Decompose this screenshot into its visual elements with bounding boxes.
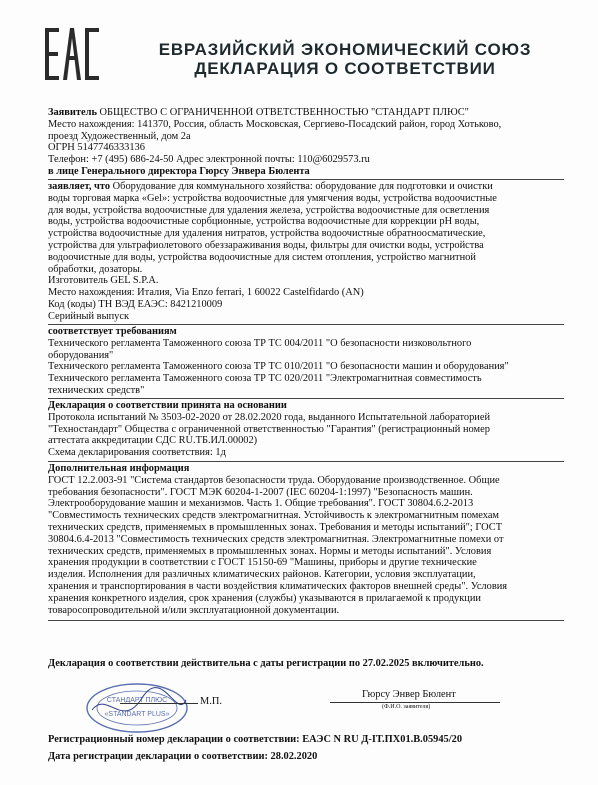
- requirement-line: оборудования": [48, 349, 114, 361]
- divider: [48, 179, 564, 180]
- additional-section: [48, 463, 564, 616]
- signature-line: [120, 703, 198, 704]
- basis-label: Декларация о соответствии принята на основании: [48, 400, 287, 411]
- requirement-line: Технического регламента Таможенного союза ТР ТС 020/2011 "Электромагнитная совместимость: [48, 373, 482, 385]
- basis-line: Протокола испытаний № 3503-02-2020 от 28.02.2020 года, выданного Испытательной лабораторией: [48, 411, 491, 423]
- additional-line: требования безопасности". ГОСТ МЭК 60204-1-2007 (IEC 60204-1:1997) "Безопасность машин.: [48, 486, 473, 498]
- additional-line: товаросопроводительной и/или эксплуатационной документации.: [48, 604, 340, 616]
- additional-line: технических средств, применяемых в промышленных зонах. Требования и методы испытаний"; ГОСТ: [48, 521, 503, 533]
- signer-caption: (Ф.И.О. заявителя): [382, 704, 431, 710]
- declaration-scheme: Схема декларирования соответствия: 1д: [48, 447, 226, 459]
- applicant-director: в лице Генерального директора Гюрсу Энвера Бюлента: [48, 165, 310, 177]
- name-line: [330, 702, 500, 703]
- declares-line-0: Оборудование для коммунального хозяйства: оборудование для подготовки и очистки: [110, 181, 493, 192]
- declares-line: устройства водоочистные для удаления нитратов, устройства водоочистные обратноосматические,: [48, 228, 486, 240]
- basis-line: аттестата аккредитации СДС RU.ТБ.ИЛ.00002): [48, 435, 258, 447]
- tn-ved-code: Код (коды) ТН ВЭД ЕАЭС: 8421210009: [48, 298, 223, 310]
- additional-line: ГОСТ 12.2.003-91 "Система стандартов безопасности труда. Оборудование производственное. Общие: [48, 474, 500, 486]
- document-title: [120, 40, 570, 78]
- additional-line: технических средств, применяемых в промышленных зонах. Нормы и методы испытаний". Условия: [48, 545, 492, 557]
- requirement-line: Технического регламента Таможенного союза ТР ТС 010/2011 "О безопасности машин и оборудования": [48, 361, 509, 373]
- divider: [48, 324, 564, 325]
- requirements-label: соответствует требованиям: [48, 326, 177, 337]
- basis-line: "Техностандарт" Общества с ограниченной ответственностью "Гарантия" (регистрационный номер: [48, 423, 490, 435]
- declares-line: водоочистные для воды, устройства водоочистные для систем отопления, устройство магнитной: [48, 251, 476, 263]
- requirement-line: технических средств": [48, 384, 145, 396]
- registration-number: Регистрационный номер декларации о соответствии: ЕАЭС N RU Д-IT.ПХ01.В.05945/20: [48, 734, 463, 745]
- applicant-address-2: проезд Художественный, дом 2а: [48, 130, 191, 142]
- stamp-place-label: М.П.: [200, 696, 222, 707]
- additional-line: Электрооборудование машин и механизмов. Часть 1. Общие требования". ГОСТ 30804.6.2-2013: [48, 498, 474, 510]
- additional-line: хранения и транспортирования в части воздействия климатических факторов внешней среды". Условия: [48, 580, 508, 592]
- applicant-name: ОБЩЕСТВО С ОГРАНИЧЕННОЙ ОТВЕТСТВЕННОСТЬЮ "СТАНДАРТ ПЛЮС": [96, 107, 469, 118]
- serial-production: Серийный выпуск: [48, 310, 129, 322]
- additional-line: хранения конкретного изделия, срок хранения (службы) указываются в прилагаемой к продукции: [48, 592, 481, 604]
- signer-name: Гюрсу Энвер Бюлент: [362, 689, 456, 700]
- requirement-line: Технического регламента Таможенного союза ТР ТС 004/2011 "О безопасности низковольтного: [48, 337, 472, 349]
- divider: [48, 398, 564, 399]
- declares-line: воды торговая марка «Gel»: устройства водоочистные для умягчения воды, устройства водоочистные: [48, 192, 497, 204]
- requirements-section: [48, 326, 564, 397]
- divider: [48, 620, 564, 621]
- manufacturer: Изготовитель GEL S.P.A.: [48, 275, 159, 287]
- stamp-bottom-text: «STANDART PLUS»: [104, 711, 170, 718]
- registration-date: Дата регистрации декларации о соответствии: 28.02.2020: [48, 751, 318, 762]
- declares-line: устройства для ультрафиолетового обеззараживания воды, фильтры для очистки воды, устройства: [48, 239, 484, 251]
- applicant-phone: Телефон: +7 (495) 686-24-50 Адрес электронной почты: 110@6029573.ru: [48, 154, 370, 166]
- title-line-1: ЕВРАЗИЙСКИЙ ЭКОНОМИЧЕСКИЙ СОЮЗ: [158, 40, 532, 59]
- title-line-2: ДЕКЛАРАЦИЯ О СООТВЕТСТВИИ: [194, 59, 496, 78]
- declares-label: заявляет, что: [48, 181, 111, 192]
- applicant-label: Заявитель: [48, 107, 97, 118]
- manufacturer-address: Место нахождения: Италия, Via Enzo ferrari, 1 60022 Castelfidardo (AN): [48, 287, 364, 299]
- stamp-top-text: СТАНДАРТ ПЛЮС: [106, 697, 168, 704]
- additional-line: хранения продукции в соответствии с ГОСТ 15150-69 "Машины, приборы и другие технические: [48, 557, 477, 569]
- additional-line: "Совместимость технических средств электромагнитная. Устойчивость к электромагнитным помехам: [48, 510, 500, 522]
- basis-section: [48, 400, 564, 459]
- applicant-address-1: Место нахождения: 141370, Россия, область Московская, Сергиево-Посадский район, город Хотьково,: [48, 118, 502, 130]
- declares-line: обработки, дозаторы.: [48, 263, 143, 275]
- additional-line: 30804.6.4-2013 "Совместимость технических средств электромагнитная. Электромагнитные помехи от: [48, 533, 504, 545]
- company-stamp: [82, 680, 192, 736]
- declares-section: [48, 181, 564, 323]
- divider: [48, 461, 564, 462]
- validity-statement: Декларация о соответствии действительна с даты регистрации по 27.02.2025 включительно.: [48, 658, 484, 669]
- declares-line: воды, устройства водоочистные сорбционные, устройства водоочистные для коррекции pH воды,: [48, 216, 480, 228]
- declares-line: для воды, устройства водоочистные для удаления железа, устройства водоочистные для осветления: [48, 204, 490, 216]
- eac-logo: [43, 24, 103, 84]
- applicant-section: [48, 107, 564, 178]
- additional-label: Дополнительная информация: [48, 463, 190, 474]
- additional-line: изделия. Исполнения для различных климатических районов. Категории, условия эксплуатации,: [48, 569, 476, 581]
- applicant-ogrn: ОГРН 5147746333136: [48, 142, 145, 154]
